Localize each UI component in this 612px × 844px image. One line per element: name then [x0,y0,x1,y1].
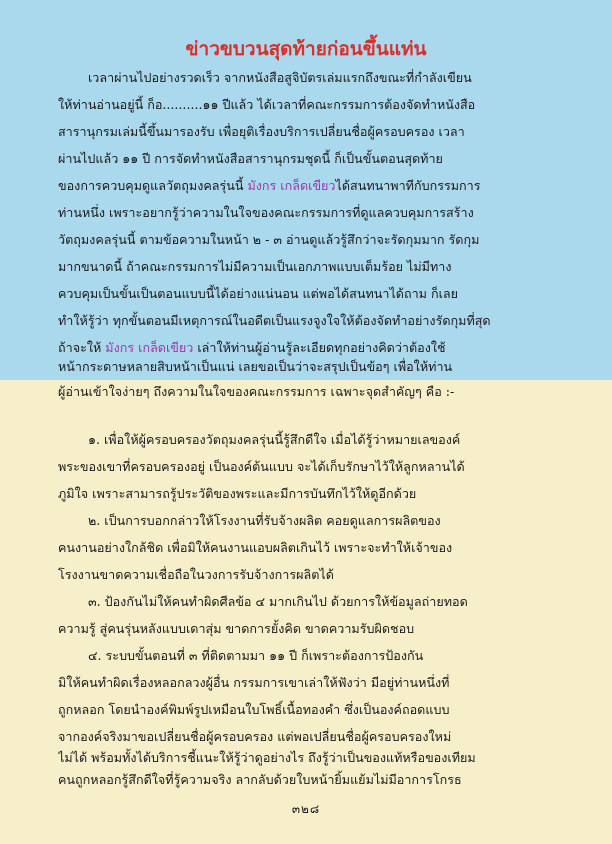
intro-line: ควบคุมเป็นขั้นเป็นตอนแบบนี้ได้อย่างแน่นอน แต่พอได้สนทนาได้ถาม ก็เลย [58,286,458,301]
point-2-line: โรงงานขาดความเชื่อถือในวงการรับจ้างการผลิตได้ [58,567,334,582]
point-3-line: ความรู้ สู่คนรุ่นหลังแบบเดาสุ่ม ขาดการยั้งคิด ขาดความรับผิดชอบ [58,621,415,636]
point-4-line: ๔. ระบบขั้นตอนที่ ๓ ที่ติดตามมา ๑๑ ปี ก็เพราะต้องการป้องกัน [88,648,424,663]
point-4-line: ถูกหลอก โดยนำองค์พิมพ์รูปเหมือนใบโพธิ์เนื้อทองคำ ซึ่งเป็นองค์ถอดแบบ [58,702,450,717]
intro-text: ของการควบคุมดูแลวัตถุมงคลรุ่นนี้ [58,178,248,193]
author-name: มังกร เกล็ดเขียว [105,340,194,355]
point-3-line: ๓. ป้องกันไม่ให้คนทำผิดศีลข้อ ๔ มากเกินไป ด้วยการให้ข้อมูลถ่ายทอด [88,594,468,609]
page-number: ๓๒๘ [291,802,321,816]
intro-text: ถ้าจะให้ [58,340,106,355]
intro-line: มากขนาดนี้ ถ้าคณะกรรมการไม่มีความเป็นเอกภาพแบบเต็มร้อย ไม่มีทาง [58,259,452,274]
intro-line: วัตถุมงคลรุ่นนี้ ตามข้อความในหน้า ๒ - ๓ อ่านดูแล้วรู้สึกว่าจะรัดกุมมาก รัดกุม [58,232,480,247]
point-4-line: คนถูกหลอกรู้สึกดีใจที่รู้ความจริง ลากลับด้วยใบหน้ายิ้มแย้มไม่มีอาการโกรธ [58,772,462,787]
point-1-line: พระของเขาที่ครอบครองอยู่ เป็นองค์ต้นแบบ จะได้เก็บรักษาไว้ให้ลูกหลานได้ [58,459,465,474]
point-1-line: ๑. เพื่อให้ผู้ครอบครองวัตถุมงคลรุ่นนี้รู้สึกดีใจ เมื่อได้รู้ว่าหมายเลของค์ [88,432,461,447]
intro-line [58,176,554,198]
point-1-line: ภูมิใจ เพราะสามารถรู้ประวัติของพระและมีการบันทึกไว้ให้ดูอีกด้วย [58,486,417,501]
point-2-line: ๒. เป็นการบอกกล่าวให้โรงงานที่รับจ้างผลิต คอยดูแลการผลิตของ [88,513,441,528]
intro-line: หน้ากระดาษหลายสิบหน้าเป็นแน่ เลยขอเป็นว่าจะสรุปเป็นข้อๆ เพื่อให้ท่าน [58,359,453,374]
point-2-line: คนงานอย่างใกล้ชิด เพื่อมิให้คนงานแอบผลิตเกินไว้ เพราะจะทำให้เจ้าของ [58,540,453,555]
author-name: มังกร เกล็ดเขียว [247,178,336,193]
point-4-line: ไม่ได้ พร้อมทั้งได้บริการชี้แนะให้รู้ว่าดูอย่างไร ถึงรู้ว่าเป็นของแท้หรือของเทียม [58,750,476,765]
intro-text: ได้สนทนาพาทีกับกรรมการ [335,178,481,193]
point-4-line: มิให้คนทำผิดเรื่องหลอกลวงผู้อื่น กรรมการเขาเล่าให้ฟังว่า มีอยู่ท่านหนึ่งที่ [58,675,450,690]
intro-line: ทำให้รู้ว่า ทุกขั้นตอนมีเหตุการณ์ในอดีตเป็นแรงจูงใจให้ต้องจัดทำอย่างรัดกุมที่สุด [58,313,491,328]
intro-line: เวลาผ่านไปอย่างรวดเร็ว จากหนังสือสูจิบัตรเล่มแรกถึงขณะที่กำลังเขียน [88,70,472,85]
page-title: ข่าวขบวนสุดท้ายก่อนขึ้นแท่น [185,38,427,60]
point-4-line: จากองค์จริงมาขอเปลี่ยนชื่อผู้ครอบครอง แต่พอเปลี่ยนชื่อผู้ครอบครองใหม่ [58,729,452,744]
intro-line: ท่านหนึ่ง เพราะอยากรู้ว่าความในใจของคณะกรรมการที่ดูแลควบคุมการสร้าง [58,205,474,220]
intro-text: เล่าให้ท่านผู้อ่านรู้ละเอียดทุกอย่างคิดว่าต้องใช้ [193,340,446,355]
intro-line: ผ่านไปแล้ว ๑๑ ปี การจัดทำหนังสือสารานุกรมชุดนี้ ก็เป็นขั้นตอนสุดท้าย [58,151,443,166]
intro-line: ผู้อ่านเข้าใจง่ายๆ ถึงความในใจของคณะกรรมการ เฉพาะจุดสำคัญๆ คือ :- [58,384,455,399]
intro-line: ให้ท่านอ่านอยู่นี้ ก็อ..........๑๑ ปีแล้ว ได้เวลาที่คณะกรรมการต้องจัดทำหนังสือ [58,97,476,112]
intro-line: สารานุกรมเล่มนี้ขึ้นมารองรับ เพื่อยุติเรื่องบริการเปลี่ยนชื่อผู้ครอบครอง เวลา [58,124,465,139]
